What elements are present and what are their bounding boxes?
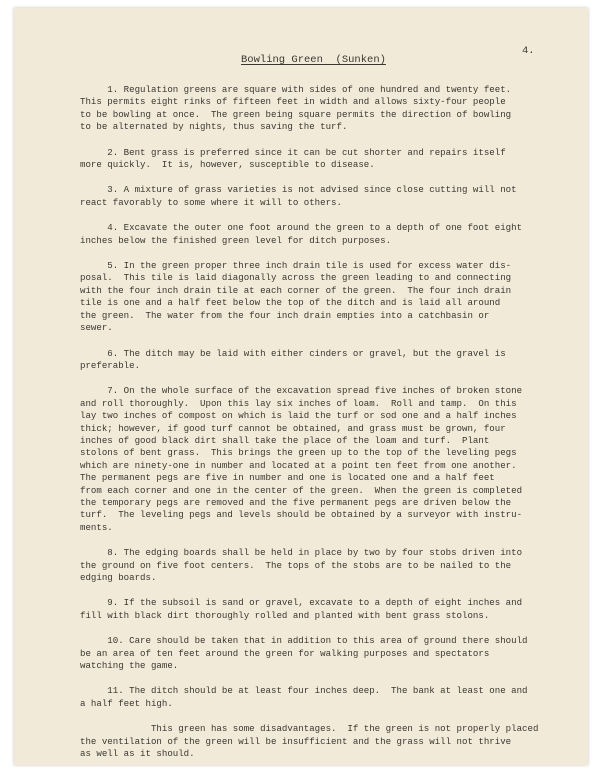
text-line: 11. The ditch should be at least four inches deep. The bank at least one and: [80, 685, 528, 697]
text-line: the temporary pegs are removed and the five permanent pegs are driven below the: [80, 496, 512, 508]
text-line: to be bowling at once. The green being square permits the direction of bowling: [80, 108, 512, 120]
text-line: 1. Regulation greens are square with sides of one hundred and twenty feet.: [80, 84, 512, 95]
text-line: from each corner and one in the center of the green. When the green is completed: [80, 484, 523, 496]
text-line: the green. The water from the four inch drain empties into a catchbasin or: [80, 309, 490, 321]
paragraph: [80, 222, 560, 247]
paragraph: [80, 723, 560, 760]
paragraph: [80, 84, 560, 134]
text-line: a half feet high.: [80, 697, 173, 709]
text-line: 2. Bent grass is preferred since it can be cut shorter and repairs itself: [80, 146, 506, 158]
document-page: [14, 8, 588, 765]
text-line: 4. Excavate the outer one foot around the green to a depth of one foot eight: [80, 222, 523, 234]
text-line: 7. On the whole surface of the excavation spread five inches of broken stone: [80, 385, 523, 397]
text-line: This green has some disadvantages. If the green is not properly placed: [80, 723, 539, 735]
text-line: This permits eight rinks of fifteen feet in width and allows sixty-four people: [80, 96, 506, 108]
text-line: 5. In the green proper three inch drain tile is used for excess water dis-: [80, 260, 512, 272]
paragraph: [80, 348, 560, 373]
text-line: inches of good black dirt shall take the place of the loam and turf. Plant: [80, 434, 490, 446]
text-line: more quickly. It is, however, susceptible to disease.: [80, 159, 375, 171]
document-body: [80, 84, 560, 773]
text-line: watching the game.: [80, 660, 179, 672]
text-line: be an area of ten feet around the green for walking purposes and spectators: [80, 647, 490, 659]
text-line: tile is one and a half feet below the top of the ditch and is laid all around: [80, 297, 501, 309]
text-line: edging boards.: [80, 572, 157, 583]
page-title: Bowling Green (Sunken): [241, 54, 386, 66]
text-line: thick; however, if good turf cannot be obtained, and grass must be grown, four: [80, 422, 506, 434]
text-line: which are ninety-one in number and located at a point ten feet from one another.: [80, 459, 517, 471]
paragraph: [80, 260, 560, 334]
text-line: fill with black dirt thoroughly rolled and planted with bent grass stolons.: [80, 609, 490, 621]
text-line: posal. This tile is laid diagonally across the green leading to and connecting: [80, 272, 512, 284]
text-line: inches below the finished green level for ditch purposes.: [80, 234, 392, 246]
text-line: and roll thoroughly. Upon this lay six inches of loam. Roll and tamp. On this: [80, 397, 517, 409]
paragraph: [80, 385, 560, 534]
page-number: 4.: [522, 45, 535, 57]
text-line: stolons of bent grass. This brings the green up to the top of the leveling pegs: [80, 447, 517, 459]
text-line: lay two inches of compost on which is laid the turf or sod one and a half inches: [80, 410, 517, 422]
paragraph: [80, 547, 560, 584]
paragraph: [80, 597, 560, 622]
text-line: to be alternated by nights, thus saving the turf.: [80, 121, 348, 133]
text-line: react favorably to some where it will to others.: [80, 196, 342, 208]
text-line: the ventilation of the green will be insufficient and the grass will not thrive: [80, 735, 512, 747]
paragraph: [80, 685, 560, 710]
text-line: with the four inch drain tile at each corner of the green. The four inch drain: [80, 284, 512, 296]
text-line: the ground on five foot centers. The tops of the stobs are to be nailed to the: [80, 559, 512, 571]
text-line: as well as it should.: [80, 748, 195, 760]
text-line: turf. The leveling pegs and levels should be obtained by a surveyor with instru-: [80, 509, 523, 521]
text-line: sewer.: [80, 322, 113, 334]
paragraph: [80, 184, 560, 209]
text-line: 6. The ditch may be laid with either cinders or gravel, but the gravel is: [80, 347, 506, 359]
text-line: 3. A mixture of grass varieties is not advised since close cutting will not: [80, 184, 517, 196]
text-line: ments.: [80, 521, 113, 533]
paragraph: [80, 147, 560, 172]
text-line: 8. The edging boards shall be held in place by two by four stobs driven into: [80, 547, 523, 559]
text-line: preferable.: [80, 359, 141, 371]
text-line: 9. If the subsoil is sand or gravel, excavate to a depth of eight inches and: [80, 597, 523, 609]
text-line: 10. Care should be taken that in addition to this area of ground there should: [80, 635, 528, 647]
paragraph: [80, 635, 560, 672]
text-line: The permanent pegs are five in number and one is located one and a half feet: [80, 472, 495, 484]
